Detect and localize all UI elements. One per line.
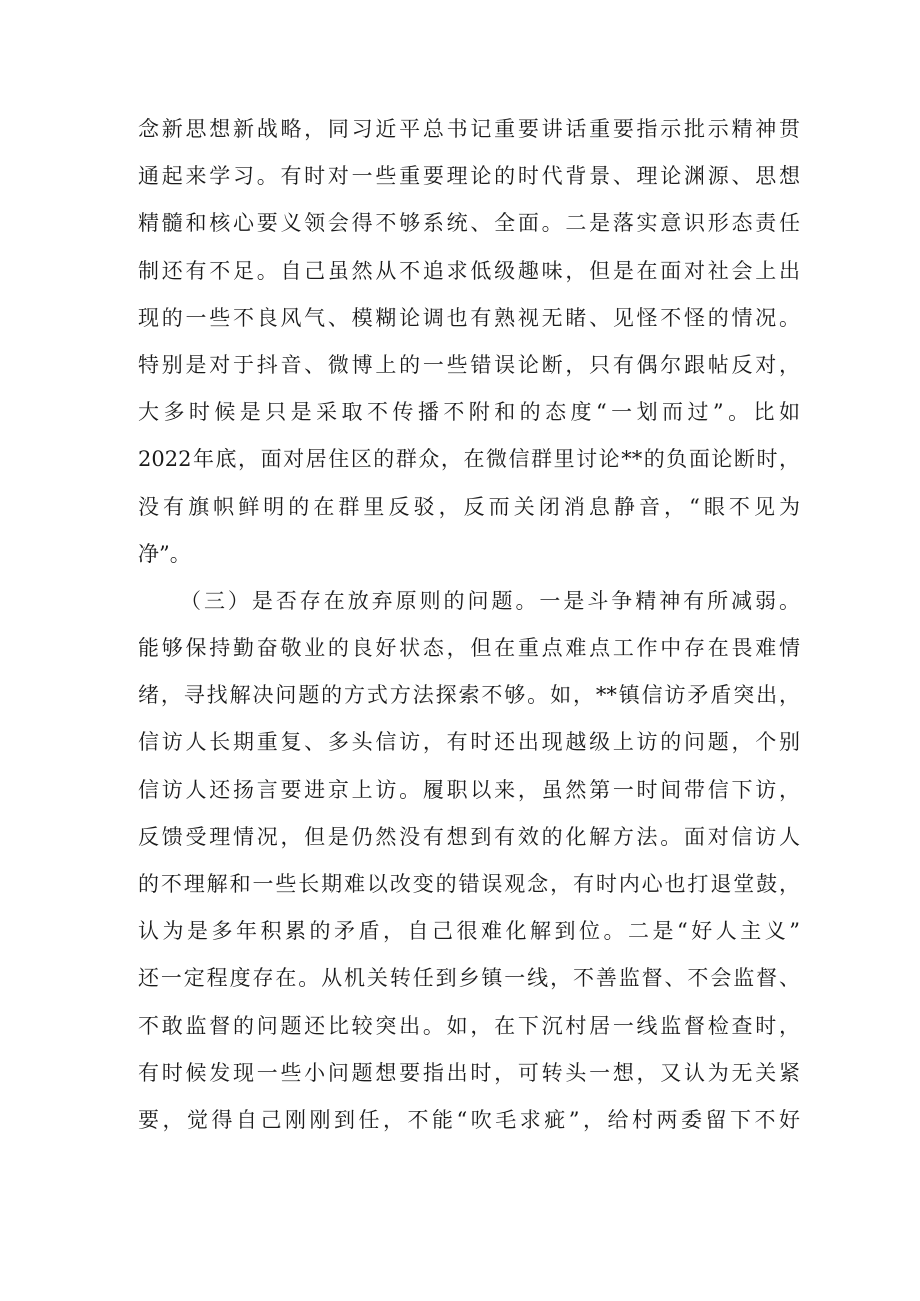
- document-body: [138, 106, 800, 1144]
- text-line: 净”。: [138, 541, 191, 566]
- text-line: 信访人长期重复、多头信访，有时还出现越级上访的问题，个别: [138, 730, 800, 755]
- text-line: 念新思想新战略，同习近平总书记重要讲话重要指示批示精神贯: [138, 117, 800, 141]
- text-line: 大多时候是只是采取不传播不附和的态度“一划而过”。比如: [138, 400, 800, 425]
- text-line: 不敢监督的问题还比较突出。如，在下沉村居一线监督检查时，: [138, 1013, 800, 1038]
- text-line: 精髓和核心要义领会得不够系统、全面。二是落实意识形态责任: [138, 211, 800, 236]
- text-line: 特别是对于抖音、微博上的一些错误论断，只有偶尔跟帖反对，: [138, 352, 800, 377]
- text-line: 有时候发现一些小问题想要指出时，可转头一想，又认为无关紧: [138, 1060, 800, 1085]
- text-line: 没有旗帜鲜明的在群里反驳，反而关闭消息静音，“眼不见为: [138, 494, 800, 519]
- text-line: 认为是多年积累的矛盾，自己很难化解到位。二是“好人主义”: [138, 919, 800, 944]
- text-line: 反馈受理情况，但是仍然没有想到有效的化解方法。面对信访人: [138, 824, 800, 849]
- text-line: 绪，寻找解决问题的方式方法探索不够。如，**镇信访矛盾突出，: [138, 683, 800, 708]
- section-heading-line: （三）是否存在放弃原则的问题。一是斗争精神有所减弱。: [180, 588, 800, 613]
- text-line: 通起来学习。有时对一些重要理论的时代背景、理论渊源、思想: [138, 164, 800, 189]
- text-line: 能够保持勤奋敬业的良好状态，但在重点难点工作中存在畏难情: [138, 636, 800, 661]
- text-line: 2022年底，面对居住区的群众，在微信群里讨论**的负面论断时，: [138, 447, 800, 472]
- text-line: 现的一些不良风气、模糊论调也有熟视无睹、见怪不怪的情况。: [138, 305, 800, 330]
- text-line: 的不理解和一些长期难以改变的错误观念，有时内心也打退堂鼓，: [138, 872, 800, 896]
- text-line: 还一定程度存在。从机关转任到乡镇一线，不善监督、不会监督、: [138, 966, 800, 991]
- text-line: 制还有不足。自己虽然从不追求低级趣味，但是在面对社会上出: [138, 258, 800, 283]
- text-line: 信访人还扬言要进京上访。履职以来，虽然第一时间带信下访，: [138, 777, 800, 802]
- text-line: 要，觉得自己刚刚到任，不能“吹毛求疵”，给村两委留下不好: [138, 1107, 800, 1132]
